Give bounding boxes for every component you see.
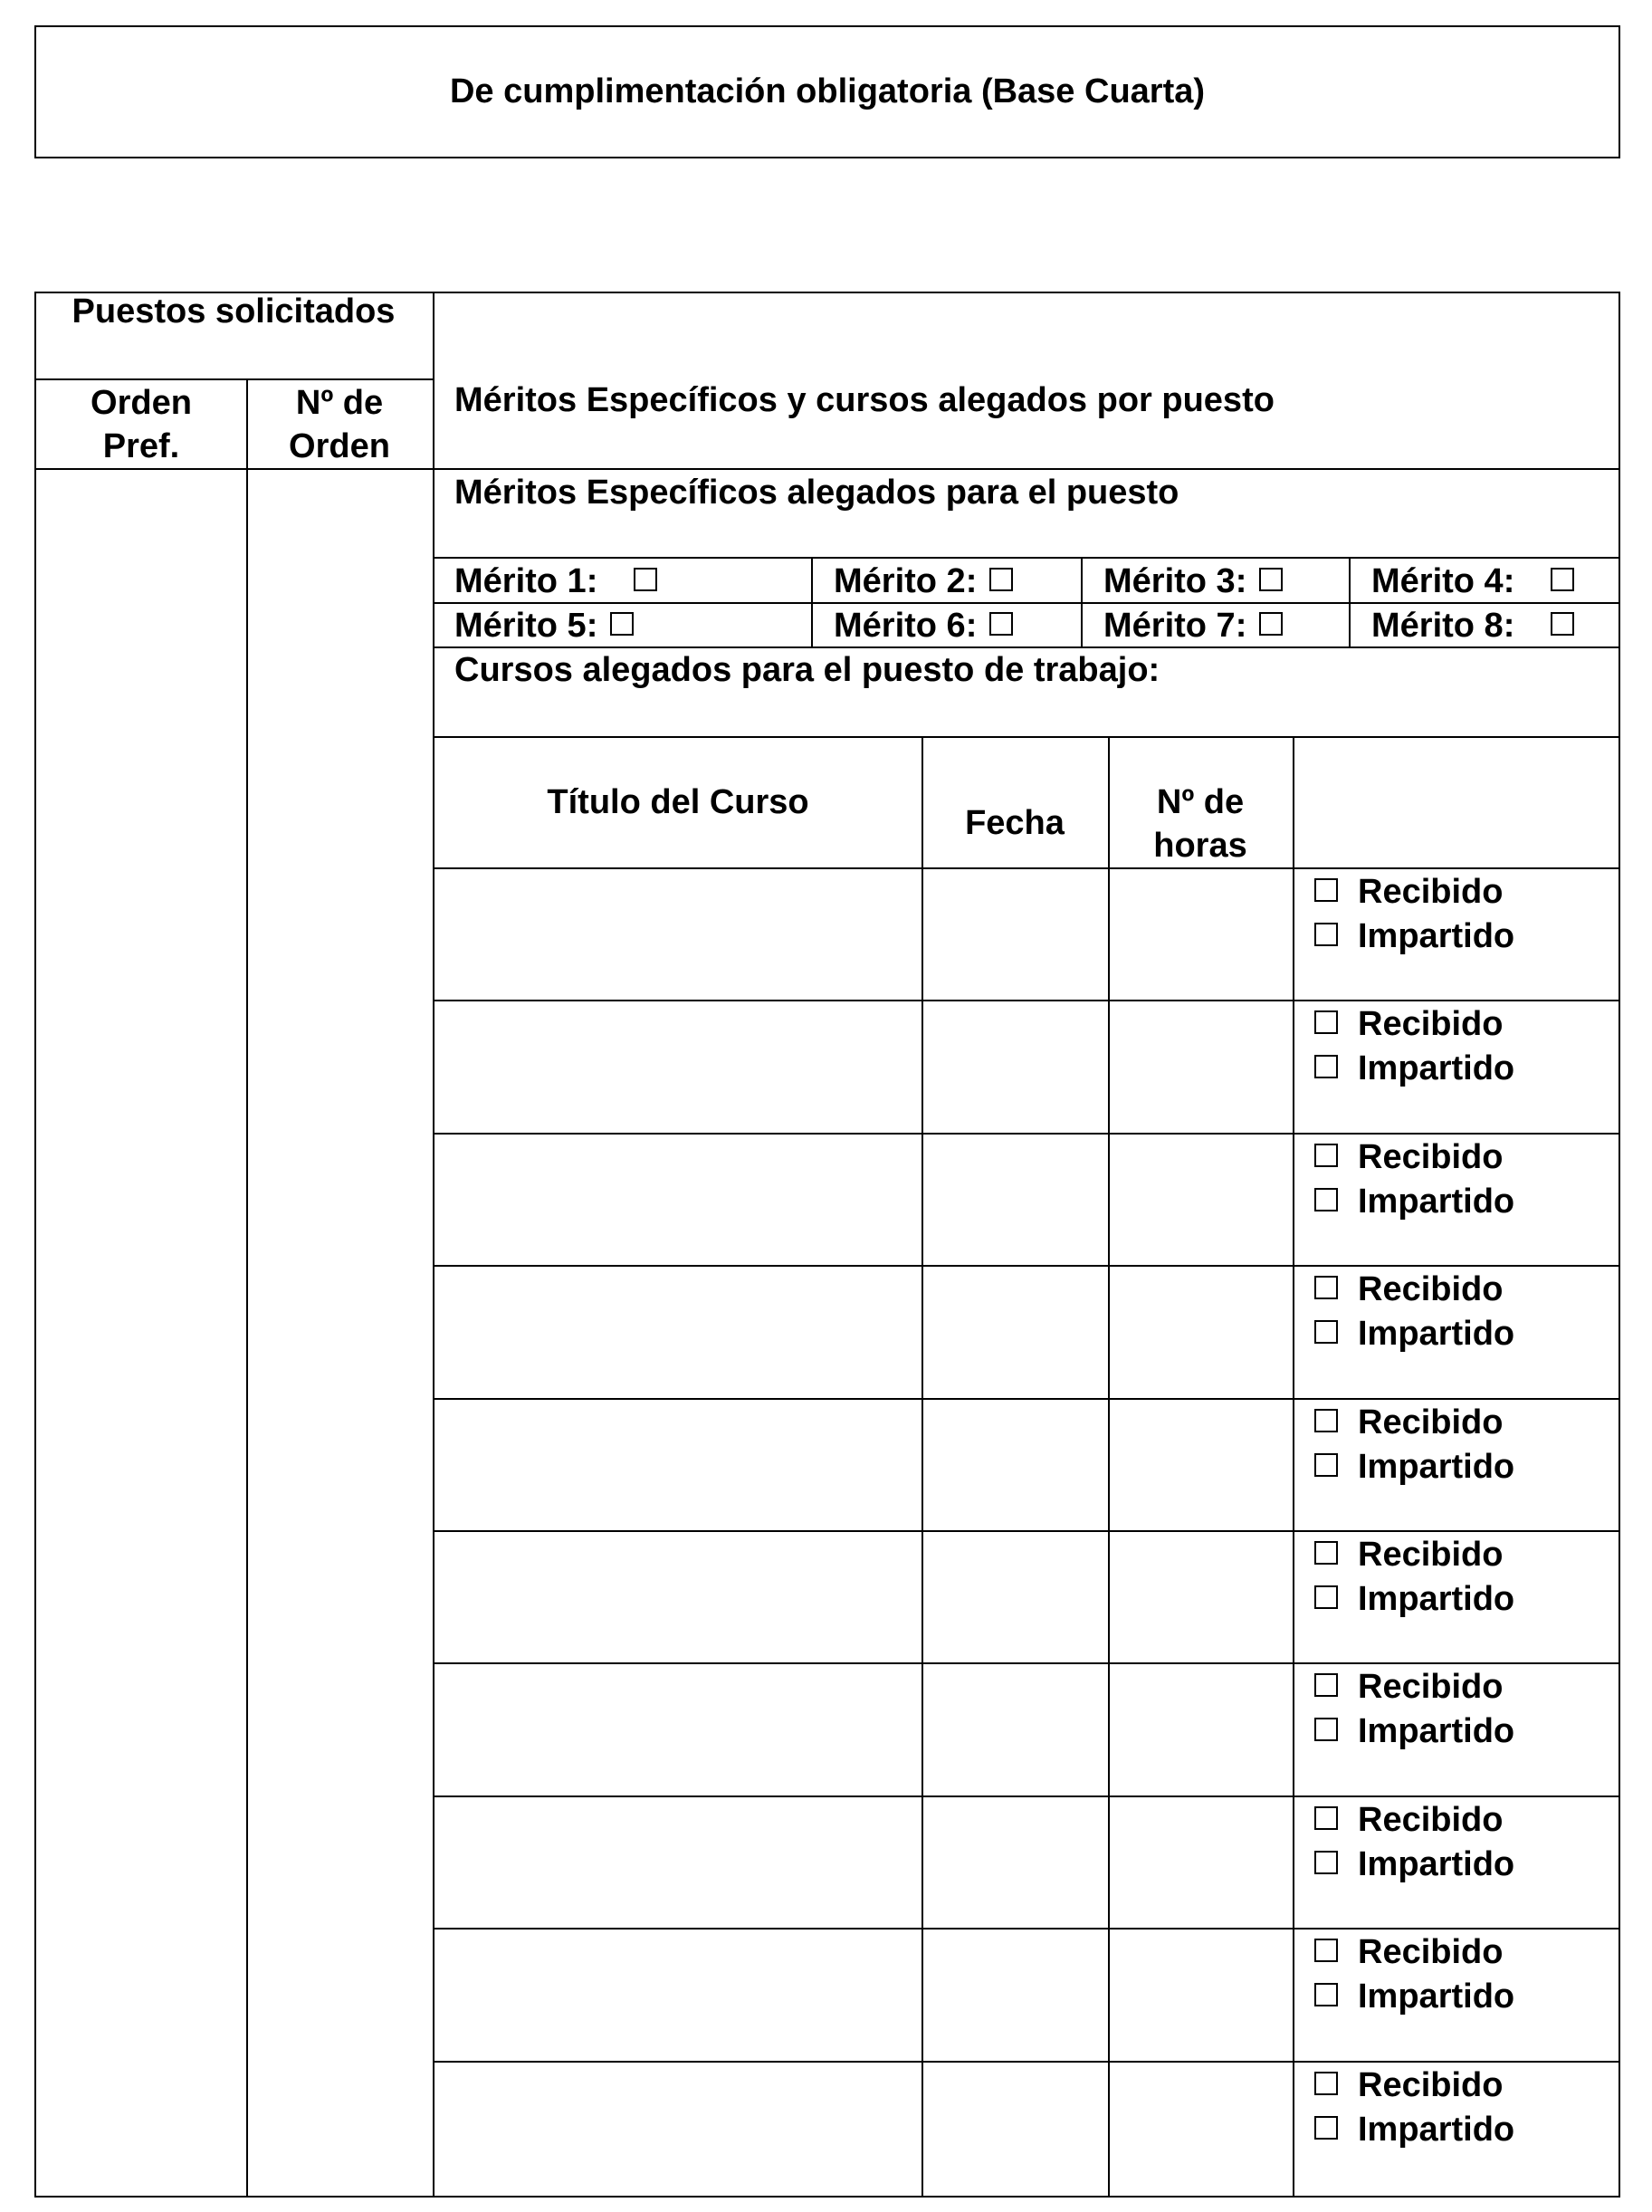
grid-line-v	[1349, 557, 1351, 646]
recibido-option[interactable]	[1314, 2064, 1514, 2108]
grid-line-h	[433, 646, 1620, 648]
course-row-options	[1314, 1533, 1514, 1622]
meritos-especificos-header: Méritos Específicos alegados para el puesto	[454, 474, 1179, 512]
recibido-label: Recibido	[1358, 1933, 1504, 1972]
mandatory-notice-box	[34, 25, 1620, 158]
impartido-label: Impartido	[1358, 1580, 1515, 1618]
grid-line-h	[433, 557, 1620, 559]
merit-6-label: Mérito 6:	[834, 607, 978, 645]
grid-line-h	[433, 736, 1620, 738]
course-date-cell[interactable]	[923, 1001, 1108, 1130]
impartido-label: Impartido	[1358, 2110, 1515, 2149]
impartido-label: Impartido	[1358, 917, 1515, 955]
merit-4-checkbox[interactable]	[1551, 568, 1574, 591]
n-orden-label-2: Orden	[289, 427, 390, 465]
recibido-label: Recibido	[1358, 1668, 1504, 1707]
recibido-checkbox[interactable]	[1314, 1939, 1338, 1962]
merit-8-label: Mérito 8:	[1371, 607, 1515, 645]
grid-line-h	[36, 378, 433, 380]
merit-3-label: Mérito 3:	[1103, 562, 1247, 600]
recibido-option[interactable]	[1314, 1798, 1514, 1843]
course-title-cell[interactable]	[434, 869, 921, 998]
grid-line-v	[1081, 557, 1083, 646]
n-orden-label-1: Nº de	[295, 384, 384, 422]
recibido-option[interactable]	[1314, 1135, 1514, 1180]
puestos-solicitados-label: Puestos solicitados	[72, 292, 396, 330]
course-row-options	[1314, 1135, 1514, 1224]
course-date-cell[interactable]	[923, 1797, 1108, 1926]
merit-1-label: Mérito 1:	[454, 562, 598, 600]
recibido-label: Recibido	[1358, 1800, 1504, 1839]
orden-pref-label-1: Orden	[91, 384, 192, 422]
course-row-options	[1314, 1268, 1514, 1356]
recibido-checkbox[interactable]	[1314, 1276, 1338, 1299]
merit-1-checkbox[interactable]	[634, 568, 657, 591]
recibido-label: Recibido	[1358, 1137, 1504, 1176]
impartido-label: Impartido	[1358, 1977, 1515, 2016]
course-row-options	[1314, 1002, 1514, 1091]
impartido-checkbox[interactable]	[1314, 1453, 1338, 1477]
recibido-option[interactable]	[1314, 1401, 1514, 1445]
orden-pref-label-2: Pref.	[102, 427, 180, 465]
impartido-label: Impartido	[1358, 1844, 1515, 1883]
course-date-cell[interactable]	[923, 1267, 1108, 1395]
course-date-cell[interactable]	[923, 1664, 1108, 1793]
course-title-cell[interactable]	[434, 1135, 921, 1263]
col-horas-1: Nº de	[1156, 783, 1245, 821]
impartido-label: Impartido	[1358, 1712, 1515, 1751]
grid-line-h	[433, 602, 1620, 604]
recibido-checkbox[interactable]	[1314, 1673, 1338, 1697]
recibido-checkbox[interactable]	[1314, 1010, 1338, 1034]
course-title-cell[interactable]	[434, 1930, 921, 2058]
course-date-cell[interactable]	[923, 1135, 1108, 1263]
merit-6[interactable]	[834, 604, 1013, 647]
merit-3[interactable]	[1103, 560, 1283, 603]
impartido-option[interactable]	[1314, 1975, 1514, 2019]
recibido-label: Recibido	[1358, 873, 1504, 911]
course-row-options	[1314, 1930, 1514, 2019]
course-date-cell[interactable]	[923, 1930, 1108, 2058]
course-title-cell[interactable]	[434, 1797, 921, 1926]
recibido-checkbox[interactable]	[1314, 1806, 1338, 1830]
course-row-options	[1314, 1401, 1514, 1489]
merit-2-label: Mérito 2:	[834, 562, 978, 600]
grid-line-v	[1293, 736, 1294, 2198]
impartido-option[interactable]	[1314, 1445, 1514, 1489]
impartido-option[interactable]	[1314, 2108, 1514, 2152]
merit-5-label: Mérito 5:	[454, 607, 598, 645]
recibido-option[interactable]	[1314, 1002, 1514, 1047]
merit-7-label: Mérito 7:	[1103, 607, 1247, 645]
course-row-options	[1314, 870, 1514, 959]
impartido-option[interactable]	[1314, 1180, 1514, 1224]
recibido-label: Recibido	[1358, 1403, 1504, 1441]
impartido-checkbox[interactable]	[1314, 1718, 1338, 1741]
course-hours-cell[interactable]	[1110, 869, 1293, 998]
recibido-checkbox[interactable]	[1314, 1409, 1338, 1432]
course-row-options	[1314, 1665, 1514, 1754]
impartido-checkbox[interactable]	[1314, 1320, 1338, 1344]
recibido-checkbox[interactable]	[1314, 1541, 1338, 1565]
course-date-cell[interactable]	[923, 2063, 1108, 2191]
course-title-cell[interactable]	[434, 1001, 921, 1130]
course-row-options	[1314, 2064, 1514, 2152]
course-title-cell[interactable]	[434, 2063, 921, 2191]
course-hours-cell[interactable]	[1110, 2063, 1293, 2191]
merit-3-checkbox[interactable]	[1259, 568, 1283, 591]
impartido-option[interactable]	[1314, 914, 1514, 959]
meritos-cursos-header: Méritos Específicos y cursos alegados por puesto	[454, 381, 1275, 419]
impartido-checkbox[interactable]	[1314, 1983, 1338, 2006]
impartido-checkbox[interactable]	[1314, 1851, 1338, 1874]
impartido-label: Impartido	[1358, 1049, 1515, 1088]
impartido-option[interactable]	[1314, 1047, 1514, 1091]
recibido-option[interactable]	[1314, 1268, 1514, 1312]
mandatory-notice-title: De cumplimentación obligatoria (Base Cuarta)	[449, 72, 1206, 110]
impartido-label: Impartido	[1358, 1315, 1515, 1354]
recibido-option[interactable]	[1314, 870, 1514, 914]
merit-5-checkbox[interactable]	[610, 612, 634, 636]
grid-line-v	[811, 557, 813, 646]
recibido-label: Recibido	[1358, 1270, 1504, 1309]
merit-1[interactable]	[454, 560, 657, 603]
recibido-option[interactable]	[1314, 1930, 1514, 1975]
course-hours-cell[interactable]	[1110, 1135, 1293, 1263]
recibido-checkbox[interactable]	[1314, 2072, 1338, 2095]
course-hours-cell[interactable]	[1110, 1267, 1293, 1395]
col-titulo-curso: Título del Curso	[547, 783, 809, 821]
impartido-checkbox[interactable]	[1314, 923, 1338, 946]
merit-4-label: Mérito 4:	[1371, 562, 1515, 600]
col-horas-2: horas	[1153, 827, 1247, 865]
merit-7[interactable]	[1103, 604, 1283, 647]
impartido-checkbox[interactable]	[1314, 1585, 1338, 1609]
impartido-label: Impartido	[1358, 1182, 1515, 1221]
course-title-cell[interactable]	[434, 1664, 921, 1793]
course-hours-cell[interactable]	[1110, 1400, 1293, 1528]
course-title-cell[interactable]	[434, 1267, 921, 1395]
impartido-option[interactable]	[1314, 1709, 1514, 1754]
course-title-cell[interactable]	[434, 1400, 921, 1528]
col-fecha: Fecha	[965, 804, 1065, 842]
impartido-checkbox[interactable]	[1314, 1055, 1338, 1078]
impartido-option[interactable]	[1314, 1312, 1514, 1356]
course-row-options	[1314, 1798, 1514, 1887]
impartido-checkbox[interactable]	[1314, 2116, 1338, 2140]
impartido-option[interactable]	[1314, 1843, 1514, 1887]
recibido-option[interactable]	[1314, 1533, 1514, 1577]
n-orden-input[interactable]	[248, 470, 433, 2196]
merit-4[interactable]	[1371, 560, 1574, 603]
impartido-option[interactable]	[1314, 1577, 1514, 1622]
course-hours-cell[interactable]	[1110, 1532, 1293, 1661]
recibido-checkbox[interactable]	[1314, 878, 1338, 902]
recibido-label: Recibido	[1358, 1005, 1504, 1044]
merit-8[interactable]	[1371, 604, 1574, 647]
recibido-label: Recibido	[1358, 1536, 1504, 1574]
cursos-header: Cursos alegados para el puesto de trabajo:	[454, 651, 1160, 689]
course-title-cell[interactable]	[434, 1532, 921, 1661]
impartido-checkbox[interactable]	[1314, 1188, 1338, 1211]
course-hours-cell[interactable]	[1110, 1930, 1293, 2058]
course-date-cell[interactable]	[923, 869, 1108, 998]
course-hours-cell[interactable]	[1110, 1664, 1293, 1793]
merit-6-checkbox[interactable]	[989, 612, 1013, 636]
impartido-label: Impartido	[1358, 1447, 1515, 1486]
course-hours-cell[interactable]	[1110, 1797, 1293, 1926]
merit-5[interactable]	[454, 604, 634, 647]
merit-8-checkbox[interactable]	[1551, 612, 1574, 636]
merit-2[interactable]	[834, 560, 1013, 603]
orden-pref-input[interactable]	[36, 470, 246, 2196]
course-date-cell[interactable]	[923, 1400, 1108, 1528]
course-date-cell[interactable]	[923, 1532, 1108, 1661]
merit-2-checkbox[interactable]	[989, 568, 1013, 591]
merit-7-checkbox[interactable]	[1259, 612, 1283, 636]
recibido-checkbox[interactable]	[1314, 1144, 1338, 1167]
recibido-label: Recibido	[1358, 2065, 1504, 2104]
course-hours-cell[interactable]	[1110, 1001, 1293, 1130]
recibido-option[interactable]	[1314, 1665, 1514, 1709]
